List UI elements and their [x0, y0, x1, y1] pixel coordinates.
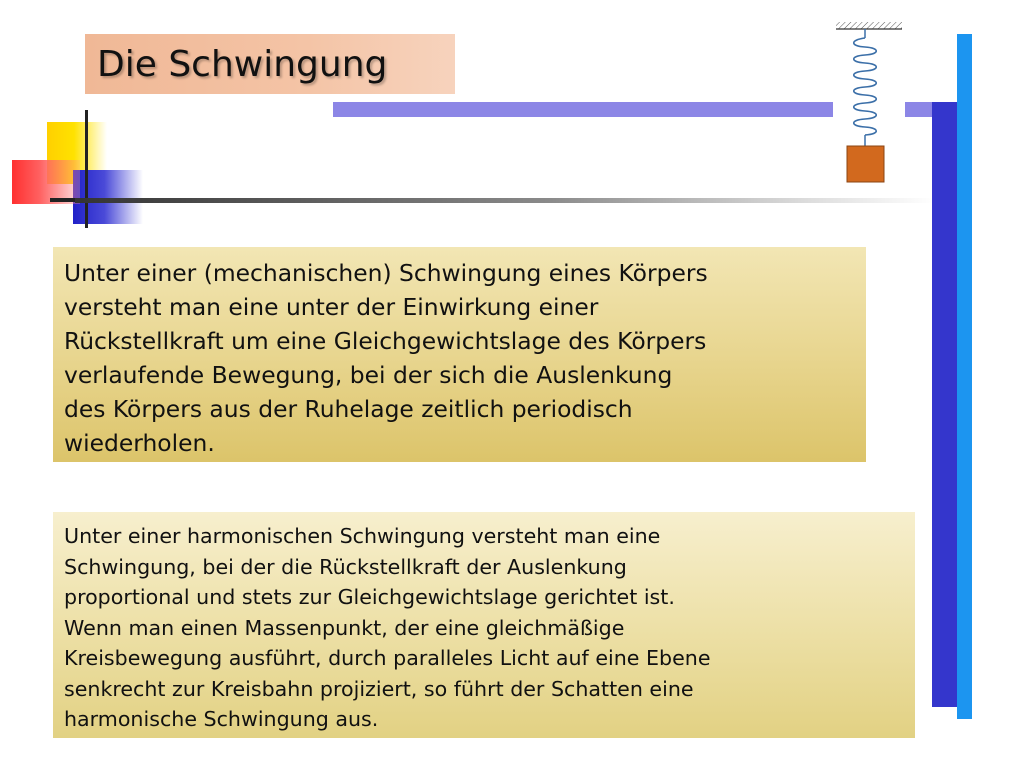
definition-line: harmonische Schwingung aus.	[64, 707, 379, 731]
harmonic-definition-box	[53, 512, 915, 738]
definition-line: verlaufende Bewegung, bei der sich die Auslenkung	[64, 361, 673, 389]
definition-line: Schwingung, bei der die Rückstellkraft der Auslenkung	[64, 554, 627, 579]
definition-line: Kreisbewegung ausführt, durch paralleles Licht auf eine Ebene	[64, 646, 711, 670]
deco-blue-square	[73, 170, 143, 224]
definition-line: Rückstellkraft um eine Gleichgewichtslage des Körpers	[64, 327, 707, 355]
mechanical-definition-box	[53, 247, 866, 462]
page-title: Die Schwingung	[97, 43, 388, 85]
definition-line: Wenn man einen Massenpunkt, der eine gleichmäßige	[64, 615, 625, 640]
deco-vertical-line	[85, 110, 88, 228]
definition-line: versteht man eine unter der Einwirkung einer	[64, 293, 599, 321]
title-banner	[85, 34, 455, 94]
spring-mass-icon	[832, 18, 906, 186]
deco-purple-bar-right	[905, 102, 933, 117]
deco-purple-bar	[333, 102, 833, 117]
definition-line: Unter einer (mechanischen) Schwingung eines Körpers	[64, 259, 708, 287]
definition-line: Unter einer harmonischen Schwingung versteht man eine	[64, 524, 661, 548]
mass-block	[847, 146, 884, 182]
ceiling-hatch	[836, 22, 902, 29]
deco-grey-divider	[75, 198, 935, 203]
definition-line: proportional und stets zur Gleichgewichtslage gerichtet ist.	[64, 585, 675, 609]
definition-line: des Körpers aus der Ruhelage zeitlich periodisch	[64, 395, 633, 423]
deco-light-blue-bar	[957, 34, 972, 719]
deco-dark-blue-bar	[932, 102, 958, 707]
definition-line: senkrecht zur Kreisbahn projiziert, so führt der Schatten eine	[64, 676, 694, 701]
definition-line: wiederholen.	[64, 429, 215, 457]
spring-coil	[854, 38, 877, 135]
